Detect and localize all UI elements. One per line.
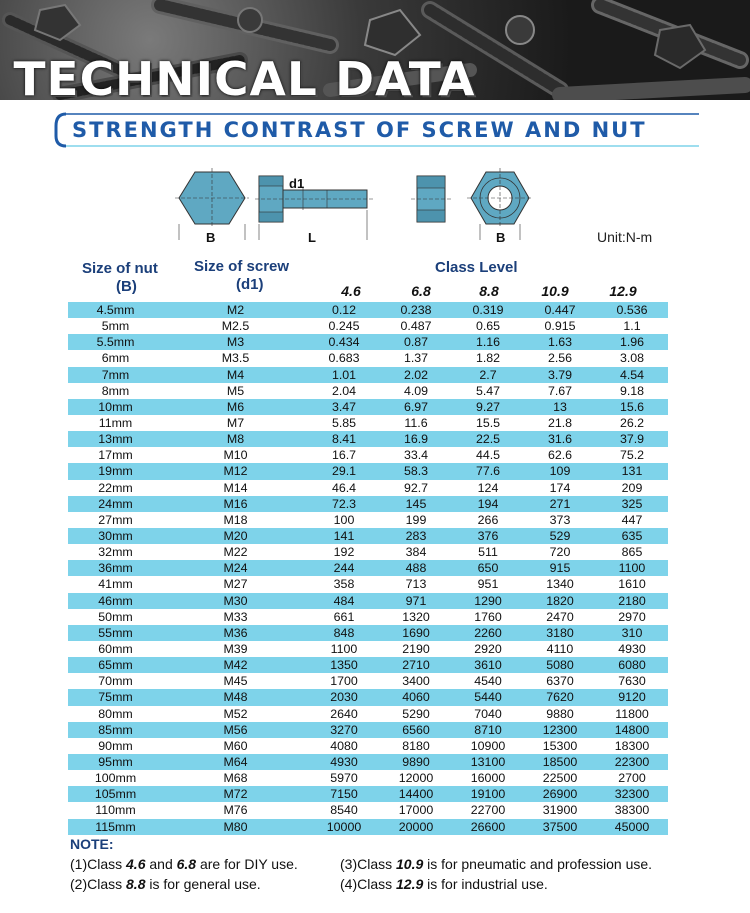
torque-value-cell: 8.41 [331,432,357,447]
torque-value-cell: 310 [621,625,643,640]
torque-value-cell: 5290 [402,706,430,721]
torque-value-cell: 488 [405,561,427,576]
torque-value-cell: 1100 [618,561,646,576]
torque-value-cell: 77.6 [475,464,501,479]
table-row [68,689,668,705]
torque-value-cell: 9880 [546,706,574,721]
torque-value-cell: 6560 [402,722,430,737]
torque-value-cell: 13100 [470,755,506,769]
torque-value-cell: 325 [621,496,643,511]
torque-value-cell: 13 [553,399,567,414]
torque-value-cell: 22700 [470,803,506,818]
torque-value-cell: 2710 [402,658,430,673]
torque-value-cell: 14400 [398,787,434,802]
torque-value-cell: 971 [405,593,427,608]
screw-size-cell: M7 [226,416,245,431]
torque-value-cell: 1820 [546,593,574,608]
nut-size-cell: 8mm [101,383,130,398]
strength-table [68,302,668,835]
nut-size-cell: 27mm [98,512,133,527]
nut-size-cell: 65mm [98,658,133,673]
note-3: (3)Class 10.9 is for pneumatic and profession use. [340,856,653,872]
unit-label: Unit:N-m [597,229,653,245]
torque-value-cell: 720 [549,545,571,560]
table-row [68,722,668,738]
torque-value-cell: 2.02 [403,367,429,382]
nut-size-cell: 22mm [98,480,133,495]
torque-value-cell: 16.7 [331,448,357,463]
torque-value-cell: 384 [405,545,427,560]
screw-nut-diagram [175,168,535,248]
table-row [68,415,668,431]
torque-value-cell: 33.4 [403,448,429,463]
torque-value-cell: 6.97 [403,399,429,414]
torque-value-cell: 266 [477,512,499,527]
torque-value-cell: 4060 [402,690,430,705]
torque-value-cell: 2640 [330,706,358,721]
torque-value-cell: 5080 [546,658,574,673]
screw-size-cell: M36 [223,625,248,640]
torque-value-cell: 7.67 [547,383,573,398]
table-row [68,302,668,318]
torque-value-cell: 1340 [546,577,574,592]
torque-value-cell: 7630 [618,674,646,689]
torque-value-cell: 29.1 [331,464,357,479]
torque-value-cell: 26600 [470,819,506,834]
torque-value-cell: 4.54 [619,367,645,382]
torque-value-cell: 15.6 [619,399,645,414]
torque-value-cell: 1320 [402,609,430,624]
torque-value-cell: 4.09 [403,383,429,398]
header-nut-unit: (B) [116,278,137,295]
torque-value-cell: 2920 [474,642,502,657]
torque-value-cell: 209 [621,480,643,495]
torque-value-cell: 22500 [542,771,578,786]
torque-value-cell: 0.12 [331,303,357,318]
header-screw-size: Size of screw [194,258,290,275]
torque-value-cell: 22.5 [475,432,501,447]
torque-value-cell: 7150 [330,787,358,802]
torque-value-cell: 15300 [542,738,578,753]
screw-size-cell: M33 [223,609,248,624]
screw-size-cell: M52 [223,706,248,721]
torque-value-cell: 124 [477,480,499,495]
torque-value-cell: 21.8 [547,416,573,431]
header-class-level: Class Level [435,259,518,276]
note-1: (1)Class 4.6 and 6.8 are for DIY use. [70,856,298,872]
torque-value-cell: 12300 [542,722,578,737]
nut-size-cell: 41mm [98,577,133,592]
torque-value-cell: 3.47 [331,399,357,414]
nut-size-cell: 19mm [98,464,133,479]
screw-size-cell: M14 [223,480,248,495]
torque-value-cell: 58.3 [403,464,429,479]
note-title: NOTE: [70,836,114,852]
diagram-label-b: B [206,230,216,245]
torque-value-cell: 72.3 [331,496,357,511]
torque-value-cell: 0.238 [400,303,432,318]
screw-size-cell: M3.5 [221,351,250,366]
torque-value-cell: 31900 [542,803,578,818]
diagram-label-l: L [308,230,316,245]
torque-value-cell: 32300 [614,787,650,802]
nut-size-cell: 95mm [98,755,133,769]
torque-value-cell: 3610 [474,658,502,673]
table-row [68,512,668,528]
table-row [68,593,668,609]
torque-value-cell: 6080 [618,658,646,673]
torque-value-cell: 865 [621,545,643,560]
torque-value-cell: 447 [621,512,643,527]
header-class-6-8: 6.8 [411,283,431,299]
screw-size-cell: M42 [223,658,248,673]
table-row [68,754,668,770]
table-row [68,657,668,673]
header-class-10-9: 10.9 [541,283,569,299]
table-row [68,463,668,479]
header-class-8-8: 8.8 [479,283,499,299]
table-row [68,528,668,544]
torque-value-cell: 37.9 [619,432,645,447]
torque-value-cell: 951 [477,577,499,592]
diagram-label-b-nut: B [496,230,506,245]
table-row [68,480,668,496]
screw-size-cell: M16 [223,496,248,511]
torque-value-cell: 5440 [474,690,502,705]
torque-value-cell: 1.37 [403,351,429,366]
table-row [68,625,668,641]
torque-value-cell: 145 [405,496,427,511]
torque-value-cell: 484 [333,593,355,608]
nut-size-cell: 7mm [101,367,130,382]
table-row [68,399,668,415]
torque-value-cell: 661 [333,609,355,624]
torque-value-cell: 92.7 [403,480,429,495]
torque-value-cell: 1350 [330,658,358,673]
torque-value-cell: 26900 [542,787,578,802]
torque-value-cell: 244 [333,561,355,576]
torque-value-cell: 44.5 [475,448,501,463]
torque-value-cell: 915 [549,561,571,576]
torque-value-cell: 1.16 [475,335,501,350]
nut-size-cell: 36mm [98,561,133,576]
table-row [68,431,668,447]
subtitle-frame [54,112,704,148]
nut-size-cell: 24mm [98,496,133,511]
torque-value-cell: 1.82 [475,351,501,366]
torque-value-cell: 194 [477,496,499,511]
screw-size-cell: M76 [223,803,248,818]
torque-value-cell: 511 [478,545,498,560]
torque-value-cell: 38300 [614,803,650,818]
torque-value-cell: 848 [333,625,355,640]
table-row [68,770,668,786]
torque-value-cell: 16000 [470,771,506,786]
table-row [68,576,668,592]
torque-value-cell: 0.447 [544,303,576,318]
screw-size-cell: M18 [223,512,248,527]
torque-value-cell: 8540 [330,803,358,818]
screw-size-cell: M5 [226,383,245,398]
torque-value-cell: 8710 [474,722,502,737]
torque-value-cell: 1690 [402,625,430,640]
torque-value-cell: 3.79 [547,367,573,382]
torque-value-cell: 4930 [330,755,358,769]
diagram-label-d1: d1 [289,176,305,191]
torque-value-cell: 109 [549,464,571,479]
screw-size-cell: M10 [223,448,248,463]
table-row [68,738,668,754]
torque-value-cell: 3270 [330,722,358,737]
torque-value-cell: 1290 [474,593,502,608]
torque-value-cell: 2700 [618,771,646,786]
torque-value-cell: 0.319 [472,303,504,318]
torque-value-cell: 11.6 [404,416,428,431]
torque-value-cell: 131 [621,464,643,479]
torque-value-cell: 15.5 [475,416,501,431]
torque-value-cell: 100 [333,512,355,527]
table-row [68,544,668,560]
torque-value-cell: 20000 [398,819,434,834]
torque-value-cell: 0.487 [400,319,432,334]
torque-value-cell: 0.87 [403,335,429,350]
torque-value-cell: 4930 [618,642,646,657]
nut-size-cell: 90mm [98,738,133,753]
torque-value-cell: 0.915 [544,319,576,334]
torque-value-cell: 529 [549,529,571,544]
header-class-12-9: 12.9 [609,283,637,299]
torque-value-cell: 8180 [402,738,430,753]
torque-value-cell: 10000 [326,819,362,834]
table-row [68,786,668,802]
torque-value-cell: 2190 [402,642,430,657]
table-row [68,383,668,399]
nut-size-cell: 32mm [98,545,133,560]
torque-value-cell: 75.2 [619,448,645,463]
torque-value-cell: 22300 [614,755,650,769]
torque-value-cell: 46.4 [331,480,357,495]
screw-size-cell: M30 [223,593,248,608]
screw-size-cell: M12 [223,464,248,479]
nut-size-cell: 5mm [101,319,130,334]
torque-value-cell: 141 [333,529,355,544]
screw-size-cell: M72 [223,787,248,802]
screw-size-cell: M2.5 [221,319,250,334]
torque-value-cell: 376 [477,529,499,544]
torque-value-cell: 7040 [474,706,502,721]
torque-value-cell: 16.9 [403,432,429,447]
nut-size-cell: 70mm [98,674,133,689]
table-row [68,641,668,657]
nut-size-cell: 4.5mm [96,303,135,318]
nut-size-cell: 85mm [98,722,133,737]
nut-size-cell: 100mm [94,771,137,786]
screw-size-cell: M8 [226,432,245,447]
torque-value-cell: 9890 [402,755,430,769]
torque-value-cell: 192 [333,545,355,560]
torque-value-cell: 5.85 [331,416,357,431]
torque-value-cell: 5970 [330,771,358,786]
torque-value-cell: 2180 [618,593,646,608]
torque-value-cell: 19100 [470,787,506,802]
nut-size-cell: 11mm [98,416,133,431]
nut-size-cell: 80mm [98,706,133,721]
table-row [68,706,668,722]
screw-size-cell: M6 [226,399,245,414]
torque-value-cell: 2.56 [547,351,573,366]
torque-value-cell: 45000 [614,819,650,834]
torque-value-cell: 713 [405,577,427,592]
torque-value-cell: 2.04 [331,383,357,398]
nut-size-cell: 13mm [98,432,133,447]
torque-value-cell: 1760 [474,609,502,624]
torque-value-cell: 9.18 [619,383,645,398]
torque-value-cell: 283 [405,529,427,544]
nut-size-cell: 30mm [98,529,133,544]
torque-value-cell: 6370 [546,674,574,689]
torque-value-cell: 3400 [402,674,430,689]
torque-value-cell: 2970 [618,609,646,624]
torque-value-cell: 7620 [546,690,574,705]
torque-value-cell: 14800 [614,722,650,737]
table-row [68,447,668,463]
torque-value-cell: 1.1 [623,319,641,334]
torque-value-cell: 11800 [615,706,649,721]
screw-size-cell: M39 [223,642,248,657]
table-row [68,496,668,512]
nut-side-view-icon [411,176,451,222]
table-row [68,609,668,625]
nut-size-cell: 55mm [98,625,133,640]
nut-size-cell: 5.5mm [96,335,135,350]
screw-size-cell: M4 [226,367,245,382]
torque-value-cell: 0.683 [328,351,360,366]
screw-size-cell: M24 [223,561,248,576]
screw-size-cell: M80 [223,819,248,834]
torque-value-cell: 37500 [542,819,578,834]
torque-value-cell: 4080 [330,738,358,753]
torque-value-cell: 199 [405,512,427,527]
torque-value-cell: 3180 [546,625,574,640]
note-4: (4)Class 12.9 is for industrial use. [340,876,548,892]
torque-value-cell: 12000 [398,771,434,786]
torque-value-cell: 2.7 [479,367,497,382]
torque-value-cell: 358 [333,577,355,592]
torque-value-cell: 0.245 [328,319,360,334]
page-subtitle: STRENGTH CONTRAST OF SCREW AND NUT [72,118,647,142]
torque-value-cell: 1.01 [331,367,357,382]
banner-title: TECHNICAL DATA [13,52,476,100]
torque-value-cell: 4540 [474,674,502,689]
screw-size-cell: M56 [223,722,248,737]
table-row [68,560,668,576]
screw-size-cell: M20 [223,529,248,544]
torque-value-cell: 26.2 [619,416,645,431]
nut-size-cell: 17mm [98,448,133,463]
torque-value-cell: 5.47 [475,383,501,398]
torque-value-cell: 650 [477,561,499,576]
torque-value-cell: 174 [549,480,571,495]
torque-value-cell: 31.6 [547,432,573,447]
torque-value-cell: 2030 [330,690,358,705]
torque-value-cell: 18300 [614,738,650,753]
header-screw-unit: (d1) [236,276,264,293]
torque-value-cell: 0.65 [475,319,501,334]
torque-value-cell: 1.96 [619,335,645,350]
nut-size-cell: 60mm [98,642,133,657]
torque-value-cell: 10900 [470,738,506,753]
screw-size-cell: M3 [226,335,245,350]
table-row [68,802,668,818]
table-row [68,334,668,350]
table-row [68,367,668,383]
torque-value-cell: 17000 [398,803,434,818]
nut-size-cell: 105mm [94,787,137,802]
torque-value-cell: 1610 [618,577,646,592]
torque-value-cell: 373 [549,512,571,527]
torque-value-cell: 62.6 [547,448,573,463]
torque-value-cell: 0.434 [328,335,360,350]
nut-size-cell: 46mm [98,593,133,608]
screw-size-cell: M68 [223,771,248,786]
header-banner [0,0,750,100]
table-row [68,819,668,835]
nut-size-cell: 75mm [98,690,133,705]
torque-value-cell: 1100 [330,642,358,657]
table-row [68,350,668,366]
nut-size-cell: 50mm [98,609,133,624]
torque-value-cell: 18500 [542,755,578,769]
nut-size-cell: 115mm [95,819,136,834]
screw-size-cell: M27 [223,577,248,592]
torque-value-cell: 3.08 [619,351,645,366]
table-row [68,673,668,689]
screw-size-cell: M48 [223,690,248,705]
torque-value-cell: 2470 [546,609,574,624]
torque-value-cell: 9.27 [475,399,501,414]
torque-value-cell: 0.536 [616,303,648,318]
torque-value-cell: 1.63 [547,335,573,350]
torque-value-cell: 271 [549,496,571,511]
header-nut-size: Size of nut [82,260,158,277]
note-2: (2)Class 8.8 is for general use. [70,876,261,892]
nut-size-cell: 6mm [101,351,130,366]
torque-value-cell: 2260 [474,625,502,640]
torque-value-cell: 635 [621,529,643,544]
table-row [68,318,668,334]
torque-value-cell: 9120 [618,690,646,705]
header-class-4-6: 4.6 [341,283,361,299]
torque-value-cell: 4110 [546,642,574,657]
screw-size-cell: M60 [223,738,248,753]
torque-value-cell: 1700 [330,674,358,689]
screw-size-cell: M64 [223,755,248,769]
screw-size-cell: M22 [223,545,248,560]
nut-size-cell: 110mm [95,803,136,818]
screw-size-cell: M2 [226,303,245,318]
screw-size-cell: M45 [223,674,248,689]
nut-size-cell: 10mm [98,399,133,414]
